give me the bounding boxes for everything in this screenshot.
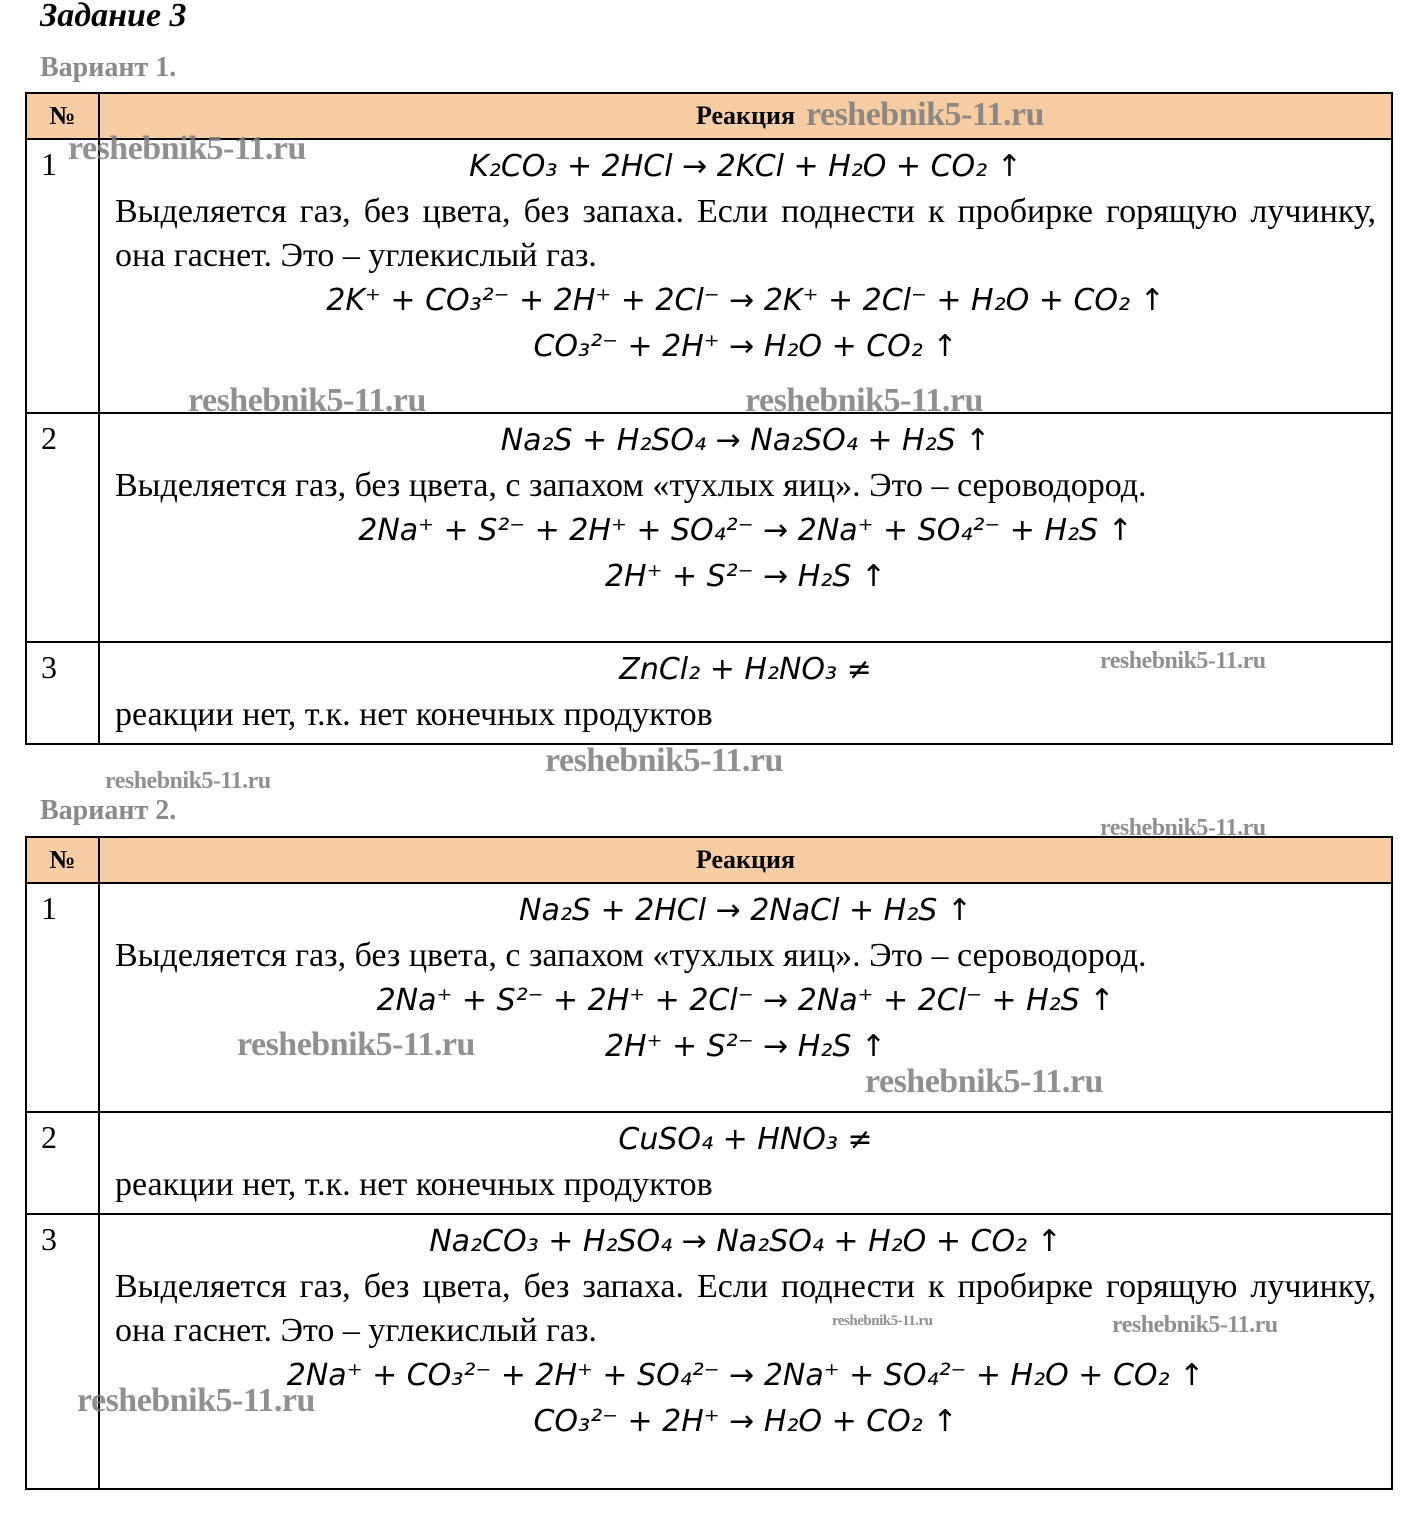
header-num: № (26, 93, 99, 139)
short-ionic-equation: 2H⁺ + S²⁻ → H₂S ↑ (604, 559, 887, 594)
watermark: reshebnik5-11.ru (745, 382, 983, 419)
watermark: reshebnik5-11.ru (188, 382, 426, 419)
molecular-equation: CuSO₄ + HNO₃ ≠ (618, 1122, 873, 1157)
full-ionic-equation: 2Na⁺ + S²⁻ + 2H⁺ + SO₄²⁻ → 2Na⁺ + SO₄²⁻ + H₂S ↑ (358, 513, 1133, 548)
watermark: reshebnik5-11.ru (68, 130, 306, 167)
reaction-cell (99, 883, 1392, 1112)
observation-text: Выделяется газ, без цвета, с запахом «тухлых яиц». Это – сероводород. (115, 467, 1147, 504)
page-title: Задание 3 (40, 0, 187, 34)
reaction-cell (99, 139, 1392, 413)
row-number: 2 (26, 1112, 99, 1214)
row-number: 3 (26, 1214, 99, 1489)
observation-text: Выделяется газ, без цвета, с запахом «тухлых яиц». Это – сероводород. (115, 937, 1147, 974)
header-reaction: Реакция (99, 93, 1392, 139)
short-ionic-equation: CO₃²⁻ + 2H⁺ → H₂O + CO₂ ↑ (533, 1404, 958, 1439)
reaction-cell (99, 413, 1392, 642)
watermark: reshebnik5-11.ru (865, 1063, 1103, 1100)
molecular-equation: Na₂S + 2HCl → 2NaCl + H₂S ↑ (519, 893, 972, 928)
watermark: reshebnik5-11.ru (806, 96, 1044, 133)
variant-2-label: Вариант 2. (40, 795, 177, 826)
table-row (26, 883, 1392, 1112)
table-row (26, 139, 1392, 413)
watermark: reshebnik5-11.ru (545, 742, 783, 779)
observation-text: Выделяется газ, без цвета, без запаха. Если поднести к пробирке горящую лучинку, она гаснет. Это – углекислый газ. (115, 1268, 1376, 1349)
reaction-cell (99, 1214, 1392, 1489)
molecular-equation: Na₂S + H₂SO₄ → Na₂SO₄ + H₂S ↑ (500, 423, 991, 458)
observation-text: Выделяется газ, без цвета, без запаха. Если поднести к пробирке горящую лучинку, она гаснет. Это – углекислый газ. (115, 193, 1376, 274)
full-ionic-equation: 2Na⁺ + CO₃²⁻ + 2H⁺ + SO₄²⁻ → 2Na⁺ + SO₄²⁻ + H₂O + CO₂ ↑ (286, 1358, 1205, 1393)
observation-text: реакции нет, т.к. нет конечных продуктов (115, 696, 713, 733)
table-row (26, 1112, 1392, 1214)
watermark: reshebnik5-11.ru (105, 768, 271, 794)
watermark: reshebnik5-11.ru (77, 1382, 315, 1419)
row-number: 1 (26, 139, 99, 413)
watermark: reshebnik5-11.ru (1112, 1312, 1278, 1338)
variant-1-label: Вариант 1. (40, 52, 177, 83)
header-num: № (26, 837, 99, 883)
watermark: reshebnik5-11.ru (237, 1026, 475, 1063)
molecular-equation: ZnCl₂ + H₂NO₃ ≠ (619, 652, 872, 687)
table-row (26, 1214, 1392, 1489)
short-ionic-equation: CO₃²⁻ + 2H⁺ → H₂O + CO₂ ↑ (533, 329, 958, 364)
row-number: 2 (26, 413, 99, 642)
row-number: 1 (26, 883, 99, 1112)
watermark: reshebnik5-11.ru (832, 1313, 933, 1329)
full-ionic-equation: 2K⁺ + CO₃²⁻ + 2H⁺ + 2Cl⁻ → 2K⁺ + 2Cl⁻ + H₂O + CO₂ ↑ (326, 283, 1165, 318)
table-header-row (26, 837, 1392, 883)
reaction-cell (99, 1112, 1392, 1214)
molecular-equation: K₂CO₃ + 2HCl → 2KCl + H₂O + CO₂ ↑ (469, 149, 1022, 184)
row-number: 3 (26, 642, 99, 744)
header-reaction: Реакция (99, 837, 1392, 883)
short-ionic-equation: 2H⁺ + S²⁻ → H₂S ↑ (604, 1029, 887, 1064)
observation-text: реакции нет, т.к. нет конечных продуктов (115, 1166, 713, 1203)
full-ionic-equation: 2Na⁺ + S²⁻ + 2H⁺ + 2Cl⁻ → 2Na⁺ + 2Cl⁻ + H₂S ↑ (376, 983, 1115, 1018)
table-row (26, 413, 1392, 642)
watermark: reshebnik5-11.ru (1100, 815, 1266, 841)
molecular-equation: Na₂CO₃ + H₂SO₄ → Na₂SO₄ + H₂O + CO₂ ↑ (429, 1224, 1062, 1259)
watermark: reshebnik5-11.ru (1100, 648, 1266, 674)
